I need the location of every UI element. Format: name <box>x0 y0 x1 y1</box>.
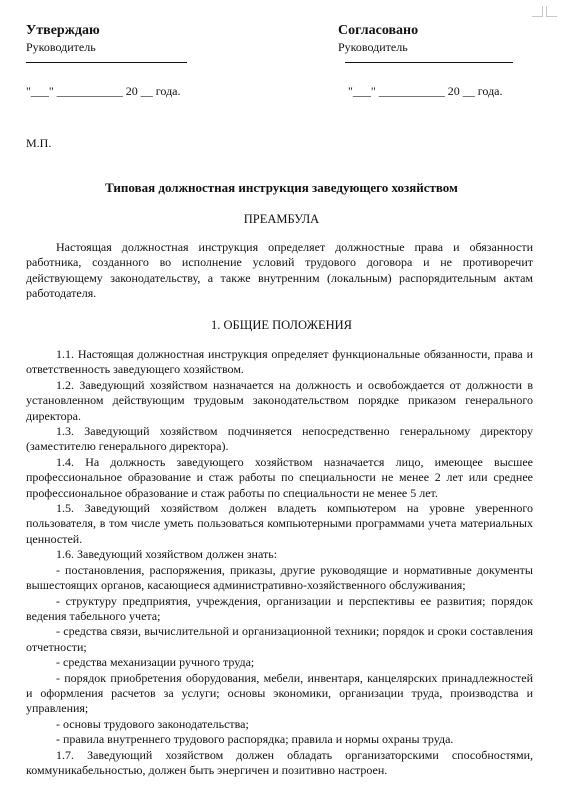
section-1-heading: 1. ОБЩИЕ ПОЛОЖЕНИЯ <box>211 318 352 332</box>
approve-signature-line <box>26 62 187 63</box>
stamp-label: М.П. <box>26 136 52 150</box>
section-1-item: 1.7. Заведующий хозяйством должен обладать организаторскими способностями, коммуникабельностью, должен быть энергичен и позитивно настроен. <box>26 747 533 777</box>
document-title: Типовая должностная инструкция заведующего хозяйством <box>105 180 458 195</box>
knowledge-list-item: - средства механизации ручного труда; <box>56 655 255 670</box>
page-corner-mark <box>532 6 543 17</box>
knowledge-list-item: - правила внутреннего трудового распорядка; правила и нормы охраны труда. <box>56 732 454 747</box>
section-1-item: 1.4. На должность заведующего хозяйством назначается лицо, имеющее высшее профессиональное образование и стаж работы по специальности не менее 2 лет или среднее профессиональное образование и стаж работы по специальности не менее 5 лет. <box>26 454 533 500</box>
agreement-block <box>338 22 538 55</box>
agree-title: Согласовано <box>338 23 419 38</box>
approve-title: Утверждаю <box>26 23 100 38</box>
knowledge-list-item: - средства связи, вычислительной и организационной техники; порядок и сроки составления отчетности; <box>26 624 533 654</box>
agree-date: "___" ___________ 20 __ года. <box>348 84 503 98</box>
section-1-item: 1.6. Заведующий хозяйством должен знать: <box>56 547 278 562</box>
preamble-body <box>26 240 533 302</box>
preamble-paragraph: Настоящая должностная инструкция определяет должностные права и обязанности работника, созданного во исполнение условий трудового договора и не противоречит действующему законодательству, а также внутренним (локальным) распорядительным актам работодателя. <box>26 240 533 301</box>
knowledge-list-item: - основы трудового законодательства; <box>56 716 249 731</box>
section-1-item: 1.5. Заведующий хозяйством должен владеть компьютером на уровне уверенного пользователя, в том числе уметь пользоваться компьютерными программами учета материальных ценностей. <box>26 501 533 546</box>
knowledge-list-item: - структуру предприятия, учреждения, организации и перспективы ее развития; порядок ведения табельного учета; <box>26 593 533 623</box>
knowledge-list-item: - постановления, распоряжения, приказы, другие руководящие и нормативные документы вышестоящих органов, касающиеся административно-хозяйственного обслуживания; <box>26 562 533 593</box>
section-1-item: 1.2. Заведующий хозяйством назначается на должность и освобождается от должности в установленном действующим трудовым законодательством порядке приказом генерального директора. <box>26 377 533 423</box>
section-1-body <box>26 347 533 778</box>
approval-block <box>26 22 226 55</box>
section-1-item: 1.1. Настоящая должностная инструкция определяет функциональные обязанности, права и ответственность заведующего хозяйством. <box>26 347 533 377</box>
preamble-heading: ПРЕАМБУЛА <box>243 212 320 226</box>
approve-role: Руководитель <box>26 40 96 54</box>
approve-date: "___" ___________ 20 __ года. <box>26 84 181 98</box>
agree-signature-line <box>345 62 513 63</box>
knowledge-list-item: - порядок приобретения оборудования, мебели, инвентаря, канцелярских принадлежностей и оформления расчетов за услуги; основы экономики, организации труда, производства и управления; <box>26 670 533 716</box>
page-corner-mark <box>546 6 557 17</box>
section-1-item: 1.3. Заведующий хозяйством подчиняется непосредственно генеральному директору (заместителю генерального директора). <box>26 424 533 454</box>
agree-role: Руководитель <box>338 40 408 54</box>
